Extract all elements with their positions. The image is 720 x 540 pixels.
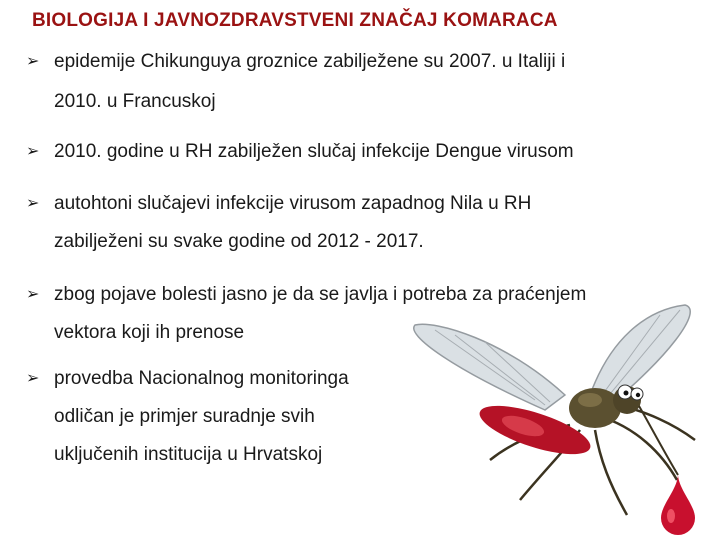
bullet-text-line: vektora koji ih prenose (54, 322, 245, 343)
arrow-bullet-icon: ➢ (26, 195, 40, 212)
bullet-text-line: 2010. godine u RH zabilježen slučaj infekcije Dengue virusom (54, 141, 574, 162)
bullet-text-line: uključenih institucija u Hrvatskoj (54, 444, 323, 465)
arrow-bullet-icon: ➢ (26, 286, 40, 303)
bullet-text-line: epidemije Chikunguya groznice zabilježene su 2007. u Italiji i (54, 51, 566, 72)
arrow-bullet-icon: ➢ (26, 53, 40, 70)
bullet-text-line: 2010. u Francuskoj (54, 91, 216, 112)
bullet-text-line: zabilježeni su svake godine od 2012 - 2017. (54, 231, 424, 252)
bullet-text-line: zbog pojave bolesti jasno je da se javlja i potreba za praćenjem (54, 284, 587, 305)
arrow-bullet-icon: ➢ (26, 143, 40, 160)
arrow-bullet-icon: ➢ (26, 370, 40, 387)
bullet-text-line: odličan je primjer suradnje svih (54, 406, 315, 427)
bullet-text-line: provedba Nacionalnog monitoringa (54, 368, 349, 389)
mosquito-icon (395, 300, 720, 540)
slide-title: BIOLOGIJA I JAVNOZDRAVSTVENI ZNAČAJ KOMARACA (32, 10, 558, 31)
bullet-text-line: autohtoni slučajevi infekcije virusom zapadnog Nila u RH (54, 193, 532, 214)
